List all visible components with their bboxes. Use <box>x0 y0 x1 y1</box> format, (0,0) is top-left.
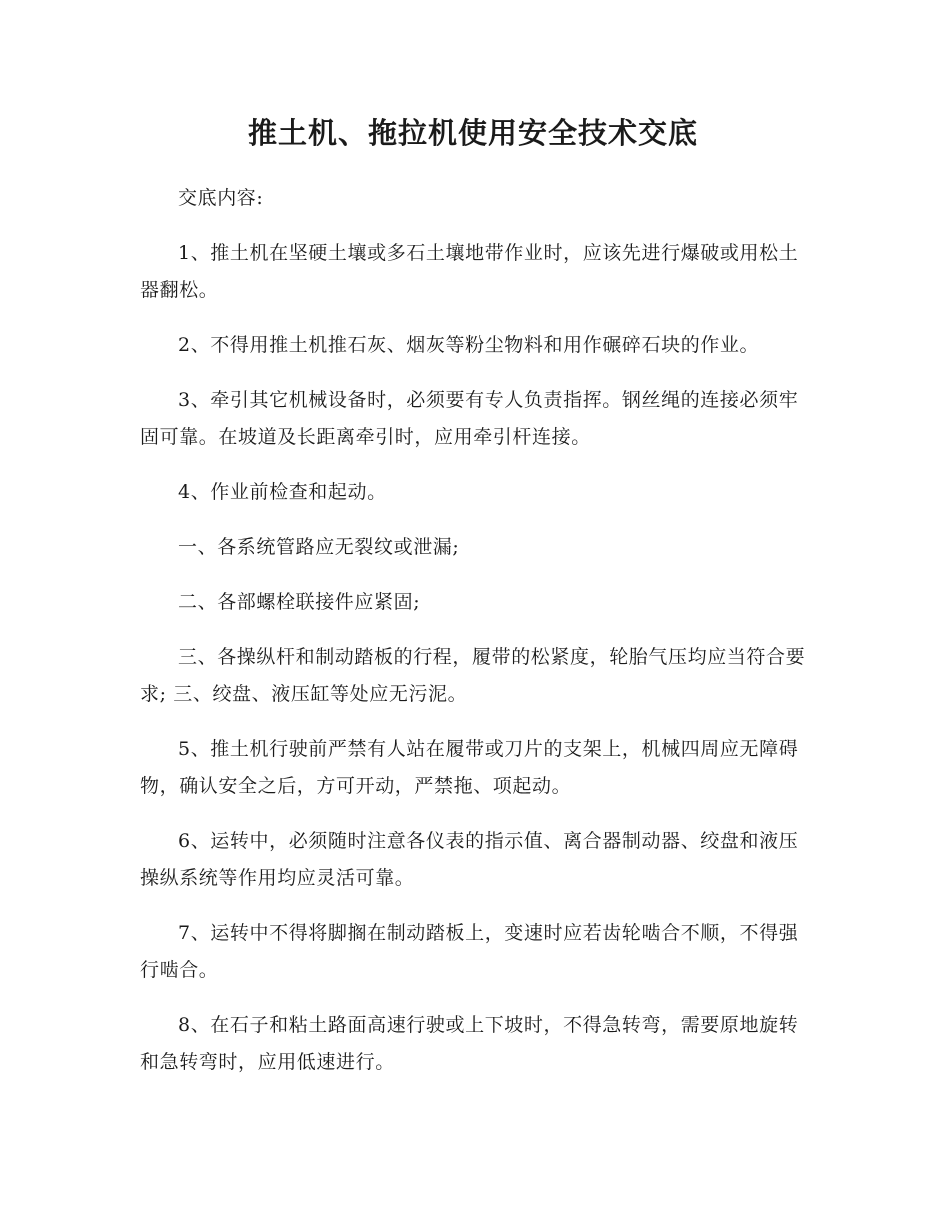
paragraph-item-7: 7、运转中不得将脚搁在制动踏板上，变速时应若齿轮啮合不顺，不得强行啮合。 <box>140 922 799 981</box>
paragraph-item-6: 6、运转中，必须随时注意各仪表的指示值、离合器制动器、绞盘和液压操纵系统等作用均应灵活可靠。 <box>140 830 799 889</box>
document-title: 推土机、拖拉机使用安全技术交底 <box>247 116 698 150</box>
paragraph-item-2: 2、不得用推土机推石灰、烟灰等粉尘物料和用作碾碎石块的作业。 <box>178 334 760 356</box>
paragraph-item-8: 8、在石子和粘土路面高速行驶或上下坡时，不得急转弯，需要原地旋转和急转弯时，应用低速进行。 <box>140 1014 799 1073</box>
paragraph-item-3: 3、牵引其它机械设备时，必须要有专人负责指挥。钢丝绳的连接必须牢固可靠。在坡道及长距离牵引时，应用牵引杆连接。 <box>140 389 799 448</box>
paragraph-item-5: 5、推土机行驶前严禁有人站在履带或刀片的支架上，机械四周应无障碍物，确认安全之后，方可开动，严禁拖、项起动。 <box>140 738 799 797</box>
paragraph-item-1: 1、推土机在坚硬土壤或多石土壤地带作业时，应该先进行爆破或用松土器翻松。 <box>140 242 799 301</box>
paragraph-sub-3: 三、各操纵杆和制动踏板的行程，履带的松紧度，轮胎气压均应当符合要求; 三、绞盘、液压缸等处应无污泥。 <box>140 646 806 705</box>
paragraph-sub-2: 二、各部螺栓联接件应紧固; <box>178 591 421 613</box>
paragraph-sub-1: 一、各系统管路应无裂纹或泄漏; <box>178 536 460 558</box>
paragraph-item-4: 4、作业前检查和起动。 <box>178 481 387 503</box>
paragraph-intro: 交底内容: <box>178 187 264 209</box>
document-page <box>140 108 806 1099</box>
